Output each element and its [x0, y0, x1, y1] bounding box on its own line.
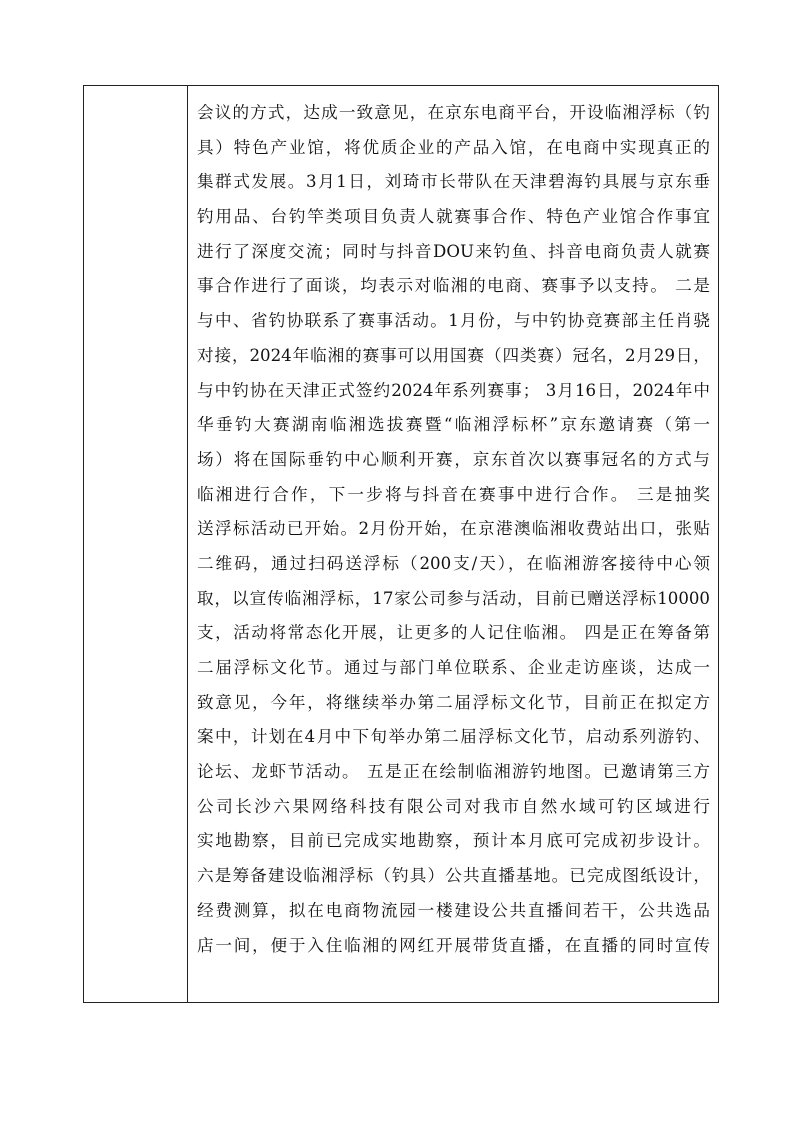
text-line-4: 钓用品、台钓竿类项目负责人就赛事合作、特色产业馆合作事宜: [197, 207, 710, 227]
text-line-13: 送浮标活动已开始。2月份开始，在京港澳临湘收费站出口，张贴: [197, 519, 710, 539]
text-line-25: 店一间，便于入住临湘的网红开展带货直播，在直播的同时宣传: [197, 935, 710, 955]
text-line-23: 六是筹备建设临湘浮标（钓具）公共直播基地。已完成图纸设计，: [197, 866, 710, 886]
text-line-14: 二维码，通过扫码送浮标（200支/天），在临湘游客接待中心领: [197, 553, 710, 573]
table-left-column: [84, 86, 188, 1002]
text-line-24: 经费测算，拟在电商物流园一楼建设公共直播间若干，公共选品: [197, 900, 710, 920]
text-line-17: 二届浮标文化节。通过与部门单位联系、企业走访座谈，达成一: [197, 658, 710, 677]
text-line-20: 论坛、龙虾节活动。 五是正在绘制临湘游钓地图。已邀请第三方: [197, 762, 710, 782]
text-line-8: 对接，2024年临湘的赛事可以用国赛（四类赛）冠名，2月29日，: [197, 345, 710, 365]
text-line-16: 支，活动将常态化开展，让更多的人记住临湘。 四是正在筹备第: [197, 623, 710, 643]
text-line-1: 会议的方式，达成一致意见，在京东电商平台，开设临湘浮标（钓: [197, 103, 710, 122]
text-line-2: 具）特色产业馆，将优质企业的产品入馆，在电商中实现真正的: [197, 137, 710, 157]
text-line-6: 事合作进行了面谈，均表示对临湘的电商、赛事予以支持。 二是: [197, 276, 710, 296]
text-line-12: 临湘进行合作，下一步将与抖音在赛事中进行合作。 三是抽奖: [197, 484, 710, 504]
text-line-22: 实地勘察，目前已完成实地勘察，预计本月底可完成初步设计。: [197, 831, 710, 851]
text-line-18: 致意见，今年，将继续举办第二届浮标文化节，目前正在拟定方: [197, 692, 710, 712]
text-line-21: 公司长沙六果网络科技有限公司对我市自然水域可钓区域进行: [197, 796, 710, 816]
table-content-cell: [188, 86, 718, 1002]
content-table: [83, 85, 719, 1003]
text-line-9: 与中钓协在天津正式签约2024年系列赛事； 3月16日，2024年中: [197, 380, 710, 400]
text-line-10: 华垂钓大赛湖南临湘选拔赛暨“临湘浮标杯”京东邀请赛（第一: [197, 415, 710, 435]
text-line-5: 进行了深度交流；同时与抖音DOU来钓鱼、抖音电商负责人就赛: [197, 241, 710, 261]
text-line-3: 集群式发展。3月1日，刘琦市长带队在天津碧海钓具展与京东垂: [197, 172, 710, 192]
text-line-15: 取，以宣传临湘浮标，17家公司参与活动，目前已赠送浮标10000: [197, 588, 710, 608]
text-line-19: 案中，计划在4月中下旬举办第二届浮标文化节，启动系列游钓、: [197, 727, 710, 747]
text-line-11: 场）将在国际垂钓中心顺利开赛，京东首次以赛事冠名的方式与: [197, 449, 710, 469]
text-line-7: 与中、省钓协联系了赛事活动。1月份，与中钓协竞赛部主任肖骁: [197, 311, 710, 331]
